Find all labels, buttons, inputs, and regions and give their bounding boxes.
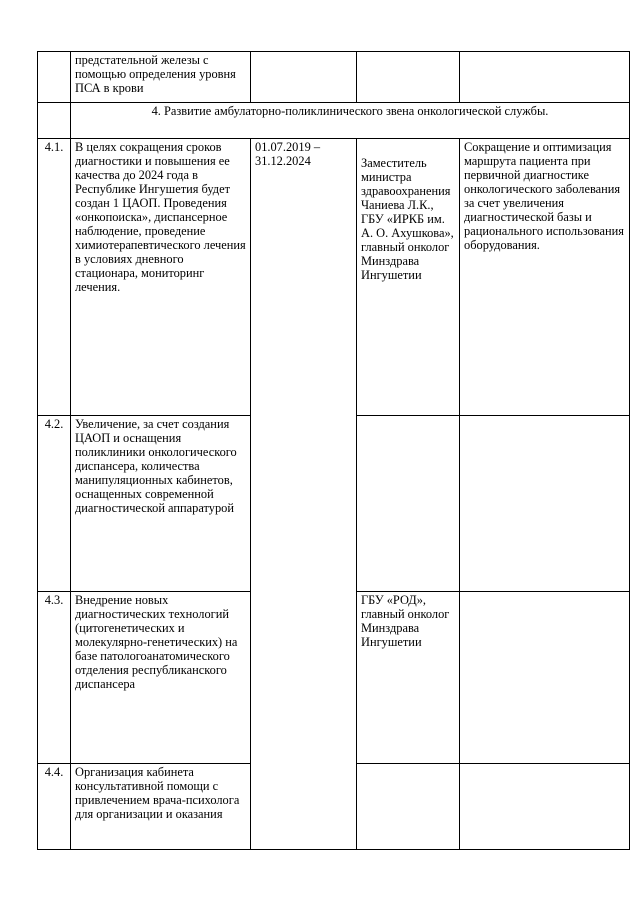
number-cell [38, 103, 71, 139]
result-cell [460, 764, 630, 850]
number-cell [38, 52, 71, 103]
responsible-cell [357, 764, 460, 850]
row-number: 4.2. [38, 416, 71, 592]
description-cell: предстательной железы с помощью определения уровня ПСА в крови [71, 52, 251, 103]
result-cell [460, 592, 630, 764]
result-cell [460, 416, 630, 592]
table-row [38, 52, 630, 103]
description-cell: Внедрение новых диагностических технологий (цитогенетических и молекулярно-генетических) на базе патологоанатомического отделения республиканского диспансера [71, 592, 251, 764]
dates-cell: 01.07.2019 – 31.12.2024 [251, 139, 357, 850]
description-cell: Организация кабинета консультативной помощи с привлечением врача-психолога для организации и оказания [71, 764, 251, 850]
section-row [38, 103, 630, 139]
responsible-cell [357, 416, 460, 592]
result-cell [460, 52, 630, 103]
responsible-cell: Заместитель министра здравоохранения Чаниева Л.К., ГБУ «ИРКБ им. А. О. Ахушкова», главный онколог Минздрава Ингушетии [357, 139, 460, 416]
row-number: 4.1. [38, 139, 71, 416]
responsible-cell [357, 52, 460, 103]
section-heading: 4. Развитие амбулаторно-поликлинического звена онкологической службы. [71, 103, 630, 139]
description-cell: В целях сокращения сроков диагностики и повышения ее качества до 2024 года в Республике Ингушетия будет создан 1 ЦАОП. Проведения «онкопоиска», диспансерное наблюдение, проведение химиотерапевтического лечения в условиях дневного стационара, мониторинг лечения. [71, 139, 251, 416]
description-cell: Увеличение, за счет создания ЦАОП и оснащения поликлиники онкологического диспансера, количества манипуляционных кабинетов, оснащенных современной диагностической аппаратурой [71, 416, 251, 592]
measures-table [37, 51, 630, 850]
row-number: 4.3. [38, 592, 71, 764]
table-row [38, 139, 630, 416]
result-cell: Сокращение и оптимизация маршрута пациента при первичной диагностике онкологического заболевания за счет увеличения диагностической базы и рационального использования оборудования. [460, 139, 630, 416]
dates-cell [251, 52, 357, 103]
responsible-cell: ГБУ «РОД», главный онколог Минздрава Ингушетии [357, 592, 460, 764]
row-number: 4.4. [38, 764, 71, 850]
